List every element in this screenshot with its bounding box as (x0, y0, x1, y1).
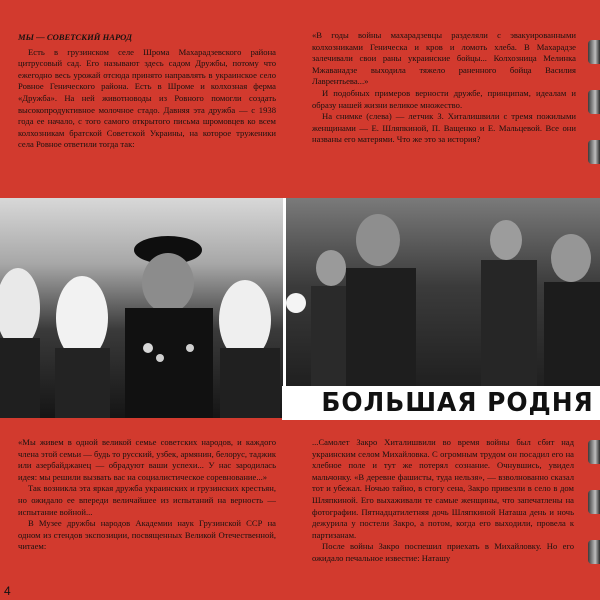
bottom-right-column (312, 437, 574, 565)
paragraph: После войны Закро поспешил приехать в Михайловку. Но его ожидало печальное известие: Наташу (312, 541, 574, 563)
paragraph: На снимке (слева) — летчик З. Хиталишвили с тремя пожилыми женщинами — Е. Шляпкиной, П. Ващенко и Е. Мальцевой. Все они названы его матерями. Что же это за история? (312, 111, 576, 145)
binding-ring (588, 40, 600, 64)
paragraph: Так возникла эта яркая дружба украинских и грузинских крестьян, но ожидало ее впереди величайшее из испытаний на верность — испытание войной... (18, 483, 276, 517)
page-number: 4 (4, 584, 11, 598)
top-left-column (18, 32, 276, 151)
photo-pilot-with-mothers (0, 198, 283, 418)
paragraph: И подобных примеров верности дружбе, принципам, идеалам и образу нашей жизни великое множество. (312, 87, 576, 110)
binding-ring (588, 90, 600, 114)
binding-ring (588, 540, 600, 564)
paragraph: ...Самолет Закро Хиталишвили во время войны был сбит над украинским селом Михайловка. С огромным трудом он посадил его на хлебное поле и тут же потерял сознание. Очнувшись, увидел мальчонку. «В деревне фашисты, туда нельзя», — взволнованно сказал тот и убежал. Ночью тайно, в стогу сена, Закро привезли в село в дом Шляпкиной. Его выхаживали те самые женщины, что запечатлены на фотографии. Пятнадцатилетняя дочь Шляпкиной Наташа день и ночь дежурила у постели Закро, а потом, когда его выходили, провела к партизанам. (312, 437, 574, 540)
paragraph: В Музее дружбы народов Академии наук Грузинской ССР на одном из стендов экспозиции, посвященных Великой Отечественной, читаем: (18, 518, 276, 552)
paragraph: Есть в грузинском селе Шрома Махарадзевского района цитрусовый сад. Его называют здесь садом Дружбы, потому что ежегодно весь урожай отсюда принято направлять в украинское село Ровное Генического района. Есть в Шроме и колхозная ферма «Дружба». На ней животноводы из Ровного помогли создать высокопродуктивное молочное стадо. Давняя эта дружба — с 1938 года ее начало, с того самого открытого письма шромовцев ко всем колхозникам братской Советской Украины, на которое труженики села Ровное ответили тогда так: (18, 46, 276, 150)
binding-ring (588, 440, 600, 464)
photo-pilot-with-mothers-image (0, 198, 283, 418)
photo-strip (0, 198, 600, 418)
bottom-left-column (18, 437, 276, 553)
binding-ring (588, 140, 600, 164)
photo-family-group-image (286, 198, 600, 418)
paragraph: «В годы войны махарадзевцы разделяли с эвакуированными колхозниками Геническа и кров и ломоть хлеба. В Махарадзе залечивали свои раны украинские бойцы... Колхозница Мелинка Мжаванадзе выходила тяжело раненного бойца Василия Лаврентьева...» (312, 30, 576, 87)
binding-ring (588, 490, 600, 514)
paragraph: «Мы живем в одной великой семье советских народов, и каждого члена этой семьи — будь то русский, узбек, армянин, белорус, таджик или азербайджанец — обрадуют ваши успехи... У нас зародилась идея: мы решили вызвать вас на социалистическое соревнование...» (18, 437, 276, 482)
photo-family-group (286, 198, 600, 418)
article-title: БОЛЬШАЯ РОДНЯ (321, 388, 594, 418)
top-right-column (312, 30, 576, 146)
section-heading: МЫ — СОВЕТСКИЙ НАРОД (18, 32, 133, 42)
